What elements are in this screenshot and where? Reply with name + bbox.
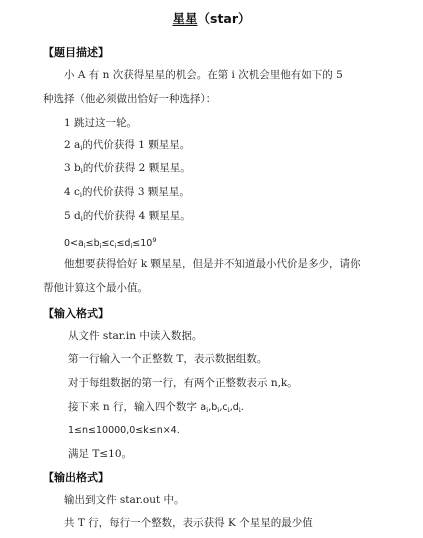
desc-paragraph-line-2: 种选择（他必须做出恰好一种选择）： [43,93,217,105]
option-2-var: 2 a [64,139,81,151]
desc-paragraph-2-line-1: 他想要获得恰好 k 颗星星，但是并不知道最小代价是多少，请你 [64,258,361,270]
title-paren: （star） [197,11,251,26]
input-sub-a: i [206,406,209,414]
constraint-sub-1: i [83,242,86,250]
constraint-d: ≤d [116,238,131,249]
cost-constraint [64,233,156,253]
input-line-3: 对于每组数据的第一行，有两个正整数表示 n,k。 [68,377,298,389]
output-line-1: 输出到文件 star.out 中。 [64,494,185,506]
input-line-4-end: . [240,402,244,413]
input-var-a: a [200,402,207,413]
constraint-sub-2: i [99,242,102,250]
input-var-c: ,c [219,402,228,413]
option-1: 1 跳过这一轮。 [64,117,138,129]
constraint-sub-3: i [114,242,117,250]
input-line-4-text: 接下来 n 行，输入四个数字 [68,401,201,413]
option-3 [64,161,191,178]
option-4-sub: i [79,191,82,199]
input-var-d: ,d [229,402,239,413]
option-2-sub: i [80,144,83,152]
constraint-b: ≤b [85,238,100,249]
input-sub-b: i [217,406,220,414]
input-line-4 [68,400,244,417]
option-5-var: 5 d [64,210,81,222]
input-line-2: 第一行输入一个正整数 T，表示数据组数。 [68,353,268,365]
option-5 [64,209,191,226]
input-line-1: 从文件 star.in 中读入数据。 [68,330,203,342]
output-line-2: 共 T 行，每行一个整数，表示获得 K 个星星的最少值 [64,517,313,529]
input-line-6: 满足 T≤10。 [68,448,132,460]
constraint-e: ≤10 [132,238,153,249]
input-sub-c: i [227,406,230,414]
desc-paragraph-line-1: 小 A 有 n 次获得星星的机会。在第 i 次机会里他有如下的 5 [64,69,343,81]
option-5-sub: i [80,215,83,223]
option-3-sub: i [80,167,83,175]
constraint-a: 0<a [64,238,84,249]
option-3-text: 的代价获得 2 颗星星。 [82,162,191,174]
option-2-text: 的代价获得 1 颗星星。 [82,139,191,151]
option-2 [64,138,190,155]
title-main: 星星 [172,11,198,26]
input-line-5: 1≤n≤10000,0≤k≤n×4. [68,425,180,436]
option-5-text: 的代价获得 4 颗星星。 [82,210,191,222]
constraint-c: ≤c [101,238,115,249]
option-3-var: 3 b [64,162,81,174]
input-var-b: ,b [208,402,218,413]
section-heading-output: 【输出格式】 [43,471,109,484]
option-4-var: 4 c [64,186,80,198]
page-title [0,9,423,27]
constraint-sub-4: i [130,242,133,250]
option-4 [64,185,190,202]
section-heading-description: 【题目描述】 [43,46,109,59]
constraint-exponent: 9 [152,236,157,244]
option-4-text: 的代价获得 3 颗星星。 [82,186,190,198]
section-heading-input: 【输入格式】 [43,307,109,320]
input-sub-d: i [238,406,241,414]
desc-paragraph-2-line-2: 帮他计算这个最小值。 [43,282,148,294]
